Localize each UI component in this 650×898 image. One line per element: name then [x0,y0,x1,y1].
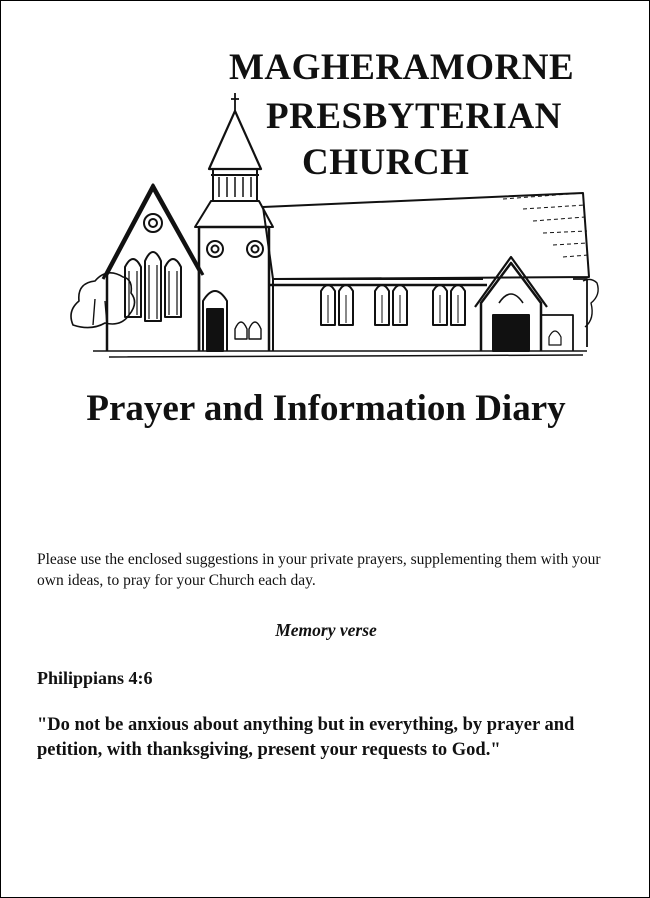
church-building-icon [63,89,607,371]
memory-verse-text: "Do not be anxious about anything but in everything, by prayer and petition, with thanksgiving, present your requests to God." [37,715,575,760]
diary-title: Prayer and Information Diary [86,388,566,429]
church-name-line-1: MAGHERAMORNE [229,47,575,88]
church-name-line-3: CHURCH [302,142,470,183]
intro-paragraph: Please use the enclosed suggestions in your private prayers, supplementing them with your own ideas, to pray for your Church each day. [37,551,601,589]
memory-verse-heading: Memory verse [275,620,377,640]
scripture-reference: Philippians 4:6 [37,668,153,688]
right-tree-icon [583,279,598,327]
church-name-line-2: PRESBYTERIAN [266,96,562,137]
